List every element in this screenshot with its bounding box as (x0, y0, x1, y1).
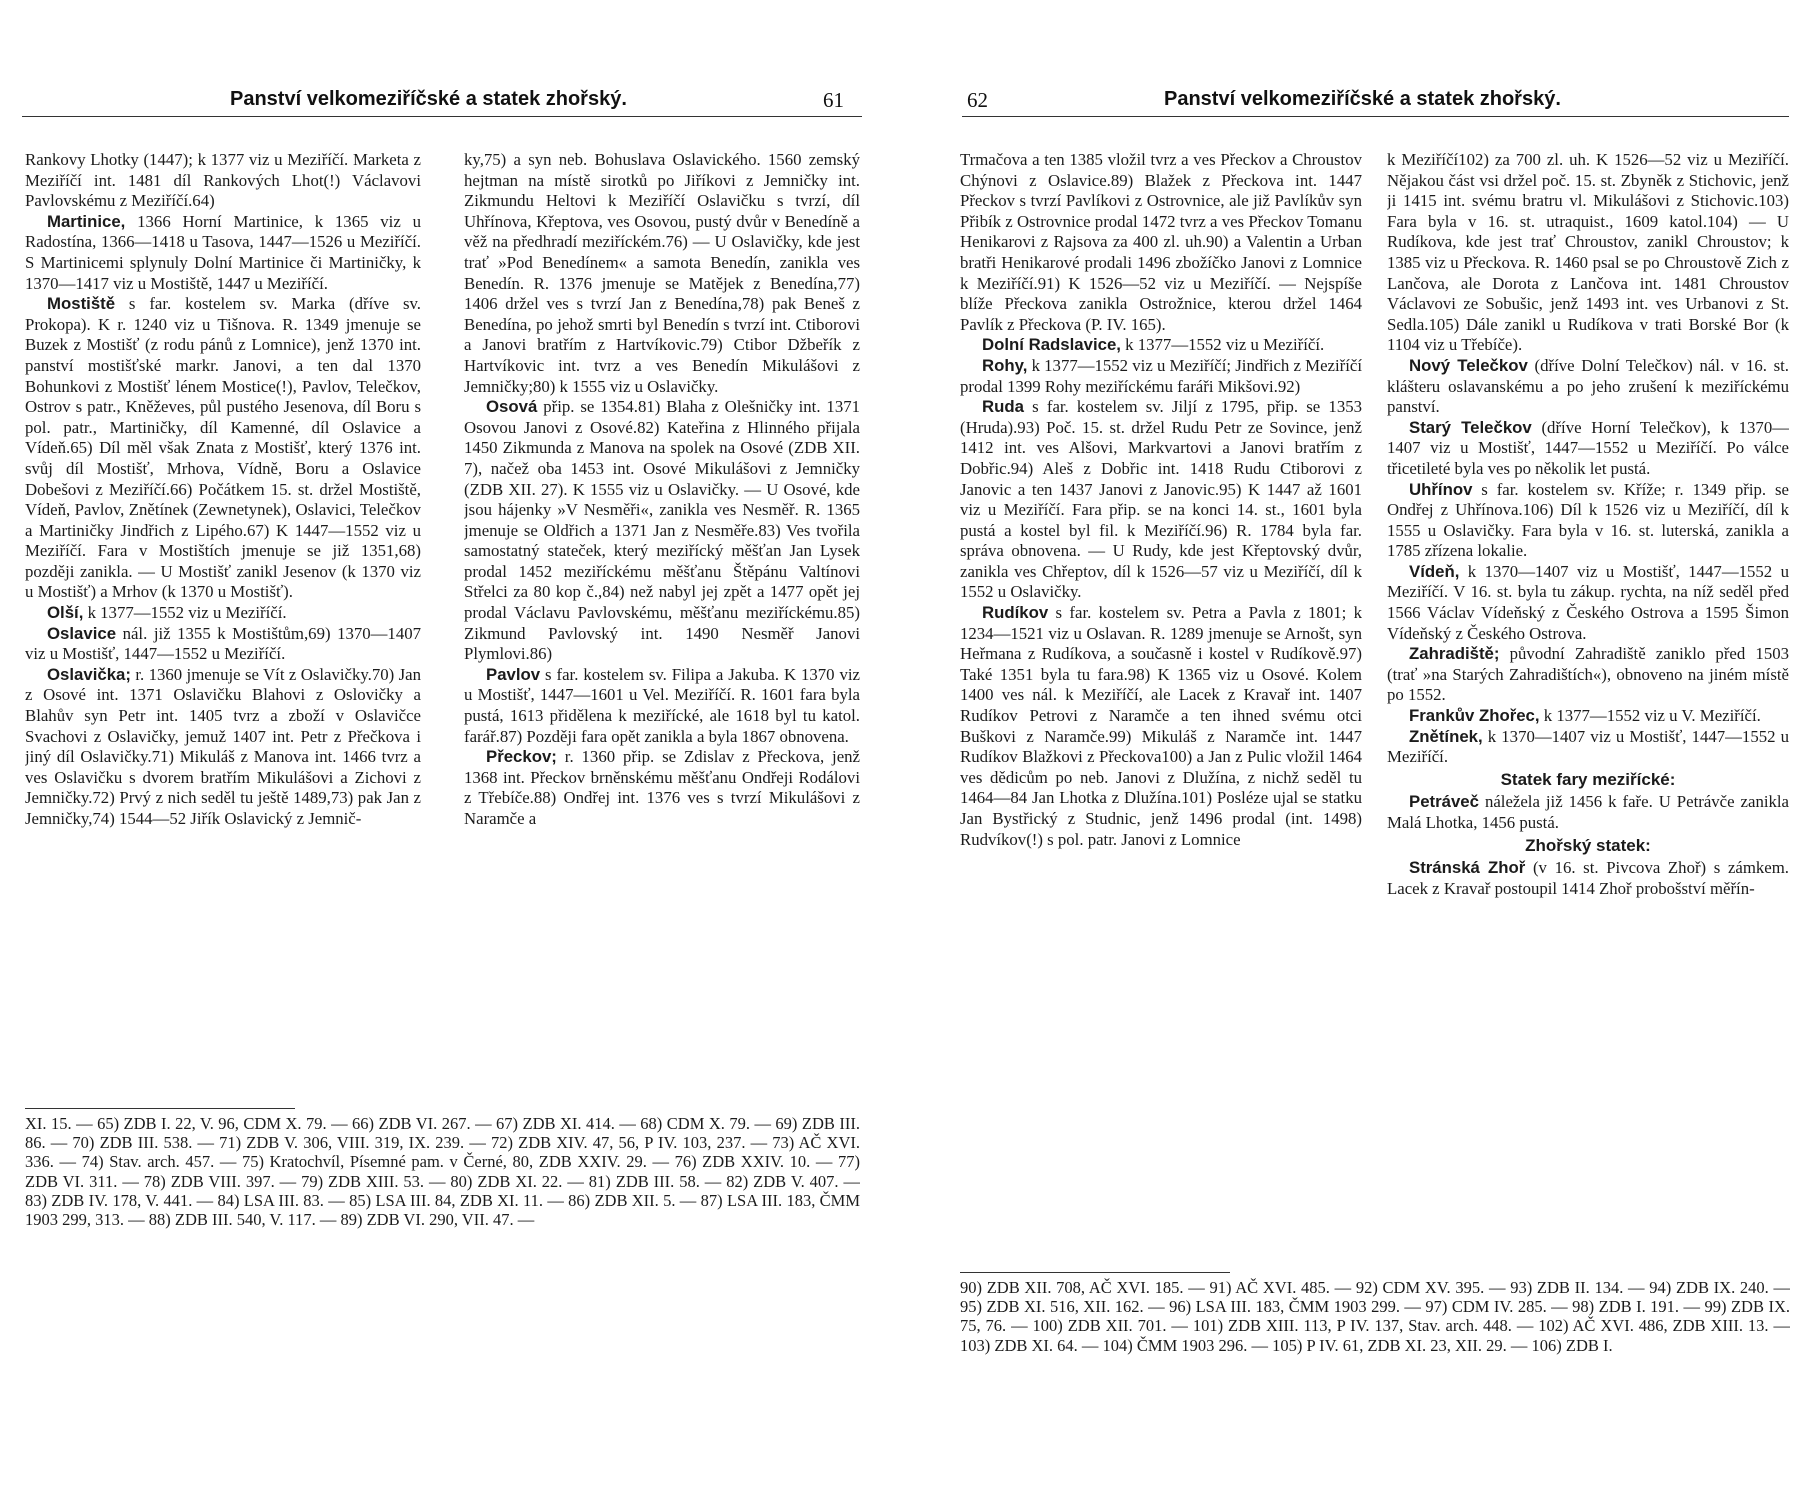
entry-term: Nový Telečkov (1409, 355, 1528, 375)
entry-term: Mostiště (47, 294, 116, 314)
text-column-2 (1387, 150, 1789, 1265)
entry-term: Rohy, (982, 355, 1028, 375)
entry-term: Stránská Zhoř (1409, 858, 1526, 878)
page-header (22, 84, 862, 117)
running-title: Panství velkomeziříčské a statek zhořský. (230, 88, 627, 110)
page-number: 61 (823, 88, 844, 112)
entry-text: k 1377—1552 viz u V. Meziříčí. (1539, 706, 1761, 726)
entry-term: Znětínek, (1409, 726, 1483, 746)
paragraph (960, 603, 1362, 850)
paragraph (464, 665, 860, 747)
paragraph (1387, 356, 1789, 418)
paragraph (464, 150, 860, 397)
paragraph (1387, 727, 1789, 768)
entry-text: náležela již 1456 k faře. U Petrávče zanikla Malá Lhotka, 1456 pustá. (1387, 792, 1789, 832)
paragraph (1387, 644, 1789, 706)
entry-text: s far. kostelem sv. Marka (dříve sv. Prokopa). K r. 1240 viz u Tišnova. R. 1349 jmenuje se Buzek z Mostišť (z rodu pánů z Lomnice), jenž 1370 int. panství mostišťské markr. Janovi, a ten dal 1370 Bohunkovi z Mostišť lénem Mostice(!), Pavlov, Telečkov, Ostrov s patr., Kněževes, půl pustého Jesenova, díl Boru s pol. patr., Martiničky, díl Kamenné, díl Oslavice a Vídeň.65) Díl měl však Znata z Mostišť, který 1376 int. svůj díl Mostišť, Mrhova, Vídně, Boru a Oslavice Dobešovi z Meziříčí.66) Počátkem 15. st. držel Mostiště, Vídeň, Pavlov, Znětínek (Zewnetynek), Oslavici, Telečkov a Martiničky Jindřich z Lipého.67) K 1447—1552 viz u Meziříčí. Fara v Mostištích jmenuje se již 1351,68) později zanikla. — U Mostišť zanikl Jesenov (k 1370 viz u Mostišť) a Mrhov (k 1370 u Mostišť). (25, 294, 421, 602)
entry-term: Rudíkov (982, 603, 1049, 623)
entry-term: Vídeň, (1409, 561, 1460, 581)
entry-text: k 1377—1552 viz u Meziříčí. (1120, 335, 1325, 355)
entry-term: Uhřínov (1409, 479, 1473, 499)
paragraph (1387, 150, 1789, 356)
entry-text: (dříve Dolní Telečkov) nál. v 16. st. klášteru oslavanskému a po jeho zrušení k meziříckému panství. (1387, 355, 1789, 417)
entry-term: Pavlov (486, 664, 541, 684)
paragraph (960, 150, 1362, 335)
entry-text: Rankovy Lhotky (1447); k 1377 viz u Meziříčí. Marketa z Meziříčí int. 1481 díl Rankových Lhot(!) Václavovi Pavlovskému z Meziříčí.64) (25, 150, 421, 211)
paragraph (1387, 418, 1789, 480)
entry-text: k Meziříčí102) za 700 zl. uh. K 1526—52 viz u Meziříčí. Nějakou část vsi držel poč. 15. st. Zbyněk z Stichovic, jenž ji 1415 int. svému bratru vl. Mikulášovi z Stichovic.103) Fara byla v 16. st. utraquist., 1609 katol.104) — U Rudíkova, kde jest trať Chroustov, zanikl Chroustov; k 1385 viz u Přeckova. R. 1460 psal se po Chroustově Zich z Lančova, ale Dorota z Lančova int. 1481 Chroustov Václavovi ze Sobušic, jenž 1493 int. ves Urbanovi z St. Sedla.105) Dále zanikl u Rudíkova v trati Borské Bor (k 1104 viz u Třebíče). (1387, 150, 1789, 355)
text-column-1 (960, 150, 1362, 1265)
entry-text: přip. se 1354.81) Blaha z Olešničky int. 1371 Osovou Janovi z Osové.82) Kateřina z Hlinného přijala 1450 Zikmunda z Manova na spolek na Osové (ZDB XII. 7), načež oba 1453 int. Osové Mikulášovi z Jemničky (ZDB XII. 27). K 1555 viz u Oslavičky. — U Osové, kde jsou hájenky »V Nesměři«, zanikla ves Nesměř. R. 1365 jmenuje se Oldřich a 1371 Jan z Nesměře.83) Ves tvořila samostatný stateček, který meziřícký měšťan Jan Lysek prodal 1452 meziříckému měšťanu Štěpánu Valtínovi Střelci za 80 kop č.,84) než nabyl jej zpět a 1477 opět jej prodal Václavu Pavlovskému, měšťanu meziříckému.85) Zikmund Pavlovský int. 1490 Nesměř Janovi Plymlovi.86) (464, 397, 860, 664)
entry-text: r. 1360 jmenuje se Vít z Oslavičky.70) Jan z Osové int. 1371 Oslavičku Blahovi z Oslovičky a Blahův syn Petr int. 1405 tvrz a zboží v Oslavičce Svachovi z Oslavičky, jemuž 1407 int. Petr z Přečkova i jiný díl Oslavičky.71) Mikuláš z Manova int. 1466 tvrz a ves Oslavičku s dvorem bratřím Mikulášovi a Zichovi z Jemničky.72) Prvý z nich seděl tu ještě 1489,73) pak Jan z Jemničky,74) 1544—52 Jiřík Oslavický z Jemnič- (25, 664, 421, 828)
paragraph (960, 335, 1362, 356)
footnote-divider (25, 1108, 295, 1109)
entry-text: (v 16. st. Pivcova Zhoř) s zámkem. Lacek z Kravař postoupil 1414 Zhoř probošství měřín- (1387, 858, 1789, 898)
right-page (905, 0, 1810, 1500)
entry-term: Zahradiště; (1409, 644, 1500, 664)
paragraph (25, 294, 421, 603)
paragraph (25, 212, 421, 294)
paragraph (960, 397, 1362, 603)
paragraph (1387, 858, 1789, 899)
entry-text: (dříve Horní Telečkov), k 1370—1407 viz u Mostišť, 1447—1552 u Meziříčí. Po válce třicetileté byla ves po několik let pustá. (1387, 417, 1789, 478)
entry-text: ky,75) a syn neb. Bohuslava Oslavického. 1560 zemský hejtman na místě sirotků po Jiříkovi z Jemničky int. Zikmundu Heltovi k Meziříčí Oslavičku s tvrzí, díl Uhřínova, Křeptova, ves Osovou, pustý dvůr v Benedíně a věž na předhradí meziříckém.76) — U Oslavičky, kde jest trať »Pod Benedínem« a samota Benedín, zanikla ves Benedín. R. 1376 jmenuje se Matějek z Benedína,77) 1406 držel ves s tvrzí Jan z Benedína,78) pak Beneš z Benedína, po jehož smrti byl Benedín s tvrzí int. Ctiborovi a Janovi bratřím z Hartvíkovic.79) Ctibor Džbeřík z Hartvíkovic int. tvrz a ves Benedín Mikulášovi z Jemničky;80) k 1555 viz u Oslavičky. (464, 150, 860, 396)
paragraph (1387, 480, 1789, 562)
entry-text: s far. kostelem sv. Kříže; r. 1349 přip. se Ondřej z Uhřínova.106) Díl k 1526 viz u Meziříčí, díl k 1555 u Oslavičky. Fara byla v 16. st. luterská, zanikla a 1785 zřízena lokalie. (1387, 479, 1789, 561)
entry-text: 1366 Horní Martinice, k 1365 viz u Radostína, 1366—1418 u Tasova, 1447—1526 u Meziříčí. S Martinicemi splynuly Dolní Martinice či Martiničky, k 1370—1417 viz u Mostiště, 1447 u Meziříčí. (25, 211, 421, 293)
paragraph (25, 665, 421, 830)
entry-term: Osová (486, 397, 538, 417)
paragraph (1387, 792, 1789, 833)
entry-text: nál. již 1355 k Mostištům,69) 1370—1407 viz u Mostišť, 1447—1552 u Meziříčí. (25, 623, 421, 664)
entry-text: k 1370—1407 viz u Mostišť, 1447—1552 u Meziříčí. V 16. st. byla tu zákup. rychta, na níž seděl před 1566 Václav Vídeňský z Českého Ostrova a 1595 Šimon Vídeňský z Českého Ostrova. (1387, 561, 1789, 643)
entry-term: Petráveč (1409, 792, 1479, 812)
entry-term: Oslavička; (47, 664, 131, 684)
page-number: 62 (967, 88, 988, 112)
paragraph (960, 356, 1362, 397)
entry-text: Trmačova a ten 1385 vložil tvrz a ves Přeckov a Chroustov Chýnovi z Oslavice.89) Blažek z Přeckova int. 1447 Přeckov s tvrzí Pavlíkovi z Ostrovnice, ale již Pavlíkův syn Přibík z Ostrovnice prodal 1472 tvrz a ves Přeckov Tomanu Henikarovi z Rajsova za 400 zl. uh.90) a Valentin a Urban bratři Henikarové prodali 1496 zbožíčko Janovi z Lomnice k Meziříčí.91) K 1526—52 viz u Meziříčí. — Nejspíše blíže Přeckova zanikla Ostrožnice, kterou držel 1464 Pavlík z Přeckova (P. IV. 165). (960, 150, 1362, 334)
paragraph (25, 603, 421, 624)
entry-text: s far. kostelem sv. Filipa a Jakuba. K 1370 viz u Mostišť, 1447—1601 u Vel. Meziříčí. R. 1601 fara byla pustá, 1613 přidělena k meziřícké, ale 1618 byl tu katol. farář.87) Později fara opět zanikla a byla 1867 obnovena. (464, 664, 860, 746)
entry-term: Přeckov; (486, 747, 557, 767)
entry-text: s far. kostelem sv. Petra a Pavla z 1801; k 1234—1521 viz u Oslavan. R. 1289 jmenuje se Arnošt, syn Heřmana z Rudíkova, a současně i kostel v Rudíkově.97) Také 1351 byla tu fara.98) K 1365 viz u Osové. Kolem 1400 ves nál. k Meziříčí, ale Lacek z Kravař int. 1407 Rudíkov Petrovi z Naramče a ten ihned svému otci Buškovi z Naramče.99) Mikuláš z Naramče int. 1447 Rudíkov Blažkovi z Přeckova100) a Jan z Pulic vložil 1464 ves dědicům po neb. Janovi z Dlužína, z nichž seděl tu 1464—84 Jan Lhotka z Dlužína.101) Posléze ujal se statku Jan Bystřický z Studnic, jenž 1496 prodal (int. 1498) Rudvíkov(!) s pol. patr. Janovi z Lomnice (960, 603, 1362, 849)
entry-text: r. 1360 přip. se Zdislav z Přeckova, jenž 1368 int. Přeckov brněnskému měšťanu Ondřeji Rodálovi z Třebíče.88) Ondřej int. 1376 ves s tvrzí Mikulášovi z Naramče a (464, 747, 860, 828)
footnotes: 90) ZDB XII. 708, AČ XVI. 185. — 91) AČ XVI. 485. — 92) CDM XV. 395. — 93) ZDB II. 134. — 94) ZDB IX. 240. — 95) ZDB XI. 516, XII. 162. — 96) LSA III. 183, ČMM 1903 299. — 97) CDM IV. 285. — 98) ZDB I. 191. — 99) ZDB IX. 75, 76. — 100) ZDB XII. 701. — 101) ZDB XIII. 113, P IV. 137, Stav. arch. 448. — 102) AČ XVI. 486, ZDB XIII. 13. — 103) ZDB XI. 64. — 104) ČMM 1903 296. — 105) P IV. 61, ZDB XI. 23, XII. 29. — 106) ZDB I. (960, 1278, 1790, 1355)
text-column-2 (464, 150, 860, 1105)
entry-term: Olší, (47, 603, 84, 623)
entry-text: k 1377—1552 viz u Meziříčí; Jindřich z Meziříčí prodal 1399 Rohy meziříckému faráři Mikšovi.92) (960, 355, 1362, 396)
entry-term: Ruda (982, 397, 1024, 417)
entry-term: Oslavice (47, 623, 117, 643)
paragraph (25, 624, 421, 665)
page-header (962, 84, 1789, 117)
running-title: Panství velkomeziříčské a statek zhořský. (1164, 88, 1561, 110)
text-column-1 (25, 150, 421, 1105)
entry-term: Dolní Radslavice, (982, 335, 1121, 355)
section-heading: Statek fary meziřícké: (1500, 769, 1676, 789)
paragraph (1387, 562, 1789, 644)
section-heading: Zhořský statek: (1525, 835, 1651, 855)
paragraph (1387, 706, 1789, 727)
paragraph (25, 150, 421, 212)
entry-text: k 1370—1407 viz u Mostišť, 1447—1552 u Meziříčí. (1387, 726, 1789, 767)
paragraph (464, 397, 860, 665)
footnote-divider (960, 1272, 1230, 1273)
entry-term: Starý Telečkov (1409, 417, 1532, 437)
entry-text: s far. kostelem sv. Jiljí z 1795, přip. se 1353 (Hruda).93) Poč. 15. st. držel Rudu Petr ze Sovince, jenž 1412 int. ves Alšovi, Markvartovi a Janovi bratřím z Dobřic.94) Aleš z Dobřic int. 1418 Rudu Ctiborovi z Janovic a ten 1437 Janovi z Janovic.95) K 1447 až 1601 viz u Meziříčí. Fara přip. se na konci 14. st., 1601 byla pustá a kostel byl fil. k Meziříčí.96) R. 1784 byla far. správa obnovena. — U Rudy, kde jest Křeptovský dvůr, zanikla ves Chřeptov, díl k 1526—57 viz u Meziříčí, díl k 1552 u Oslavičky. (960, 397, 1362, 602)
entry-term: Martinice, (47, 211, 126, 231)
entry-text: k 1377—1552 viz u Meziříčí. (83, 603, 287, 623)
paragraph (464, 747, 860, 829)
footnotes: XI. 15. — 65) ZDB I. 22, V. 96, CDM X. 79. — 66) ZDB VI. 267. — 67) ZDB XI. 414. — 68) CDM X. 79. — 69) ZDB III. 86. — 70) ZDB III. 538. — 71) ZDB V. 306, VIII. 319, IX. 239. — 72) ZDB XIV. 47, 56, P IV. 103, 237. — 73) AČ XVI. 336. — 74) Stav. arch. 457. — 75) Kratochvíl, Písemné pam. v Černé, 80, ZDB XXIV. 29. — 76) ZDB XXIV. 10. — 77) ZDB VI. 311. — 78) ZDB VIII. 397. — 79) ZDB XIII. 53. — 80) ZDB XI. 22. — 81) ZDB III. 58. — 82) ZDB V. 407. — 83) ZDB IV. 178, V. 441. — 84) LSA III. 83. — 85) LSA III. 84, ZDB XI. 11. — 86) ZDB XII. 5. — 87) LSA III. 183, ČMM 1903 299, 313. — 88) ZDB III. 540, V. 117. — 89) ZDB VI. 290, VII. 47. — (25, 1114, 860, 1230)
entry-term: Frankův Zhořec, (1409, 706, 1540, 726)
entry-text: původní Zahradiště zaniklo před 1503 (trať »na Starých Zahradištích«), obnoveno na jiném místě po 1552. (1387, 644, 1789, 705)
